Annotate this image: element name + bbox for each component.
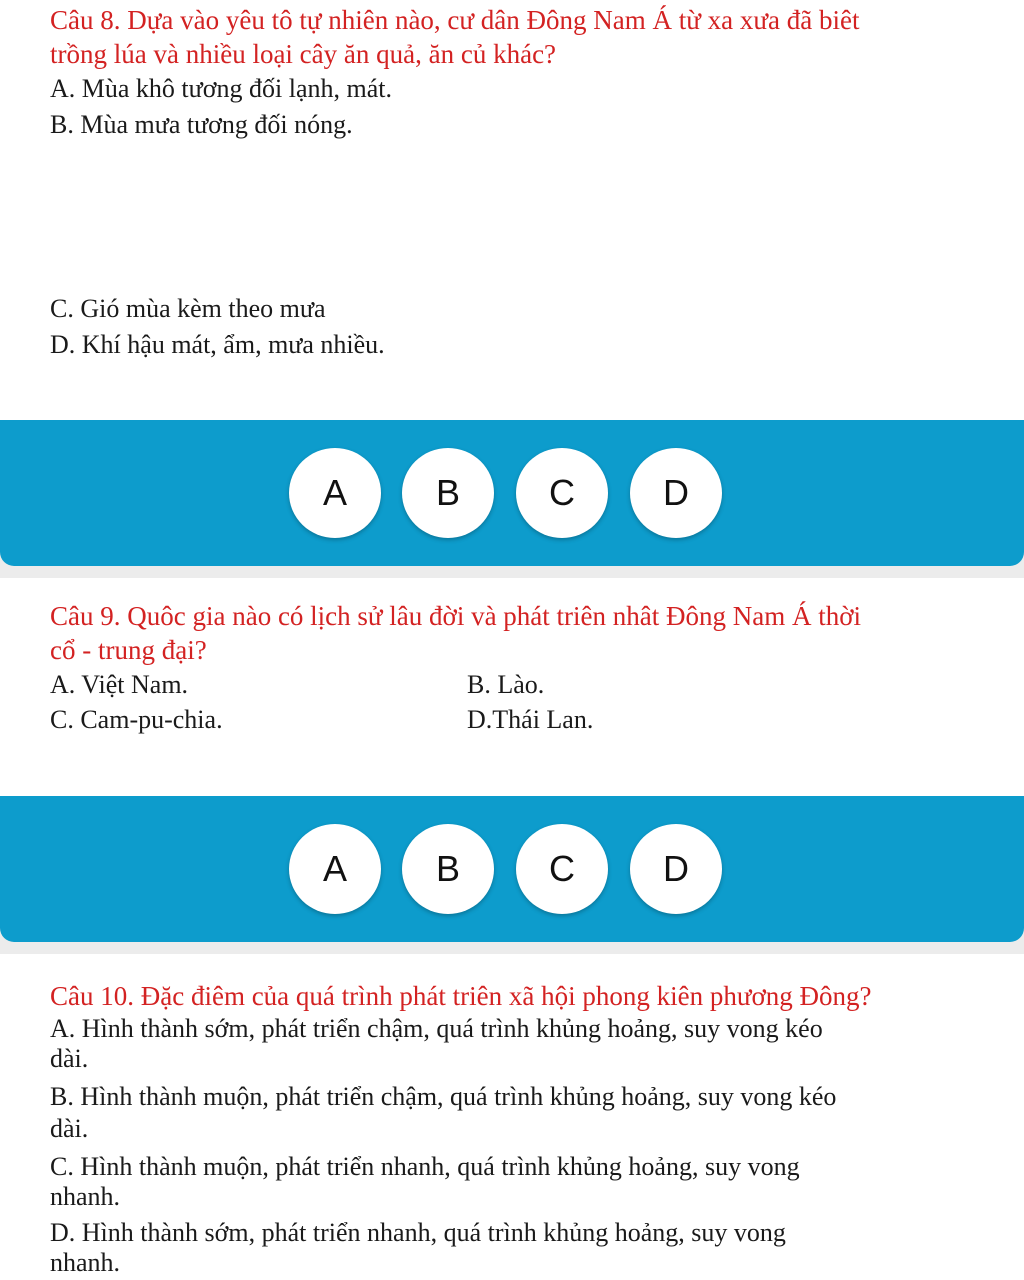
answer-a-button[interactable]: A bbox=[289, 448, 381, 538]
question-8-option-b: B. Mùa mưa tương đối nóng. bbox=[50, 110, 353, 139]
answer-c-button[interactable]: C bbox=[516, 824, 608, 914]
question-10-option-c-line1: C. Hình thành muộn, phát triển nhanh, quá trình khủng hoảng, suy vong bbox=[50, 1152, 800, 1181]
question-8-title-line2: trồng lúa và nhiều loại cây ăn quả, ăn củ khác? bbox=[50, 39, 557, 69]
answer-a-button[interactable]: A bbox=[289, 824, 381, 914]
question-10-option-d-line2: nhanh. bbox=[50, 1248, 121, 1277]
question-9-option-a: A. Việt Nam. bbox=[50, 670, 189, 699]
question-9-title-line1: Câu 9. Quôc gia nào có lịch sử lâu đời và phát triên nhât Đông Nam Á thời bbox=[50, 601, 862, 631]
question-8-card bbox=[0, 0, 1024, 420]
question-8-option-a: A. Mùa khô tương đối lạnh, mát. bbox=[50, 74, 392, 103]
question-9-title-line2: cổ - trung đại? bbox=[50, 635, 207, 665]
question-10-option-b-line2: dài. bbox=[50, 1114, 89, 1143]
answer-b-button[interactable]: B bbox=[402, 824, 494, 914]
answer-d-button[interactable]: D bbox=[630, 824, 722, 914]
answer-bar-question-8 bbox=[0, 420, 1024, 566]
question-10-option-c-line2: nhanh. bbox=[50, 1182, 121, 1211]
question-10-option-a-line2: dài. bbox=[50, 1044, 89, 1073]
answer-c-button[interactable]: C bbox=[516, 448, 608, 538]
question-9-option-c: C. Cam-pu-chia. bbox=[50, 705, 223, 734]
question-10-option-d-line1: D. Hình thành sớm, phát triển nhanh, quá trình khủng hoảng, suy vong bbox=[50, 1218, 786, 1247]
question-10-title: Câu 10. Đặc điêm của quá trình phát triên xã hội phong kiên phương Đông? bbox=[50, 981, 872, 1011]
question-8-option-d: D. Khí hậu mát, ẩm, mưa nhiều. bbox=[50, 330, 385, 359]
answer-d-button[interactable]: D bbox=[630, 448, 722, 538]
answer-bar-question-9 bbox=[0, 796, 1024, 942]
question-9-card bbox=[0, 578, 1024, 796]
question-8-option-c: C. Gió mùa kèm theo mưa bbox=[50, 294, 326, 323]
question-9-option-b: B. Lào. bbox=[467, 670, 545, 699]
question-9-option-d: D.Thái Lan. bbox=[467, 705, 594, 734]
answer-b-button[interactable]: B bbox=[402, 448, 494, 538]
question-10-option-a-line1: A. Hình thành sớm, phát triển chậm, quá trình khủng hoảng, suy vong kéo bbox=[50, 1014, 823, 1043]
question-8-title-line1: Câu 8. Dựa vào yêu tô tự nhiên nào, cư dân Đông Nam Á từ xa xưa đã biêt bbox=[50, 5, 860, 35]
question-10-card bbox=[0, 954, 1024, 1280]
question-10-option-b-line1: B. Hình thành muộn, phát triển chậm, quá trình khủng hoảng, suy vong kéo bbox=[50, 1082, 837, 1111]
